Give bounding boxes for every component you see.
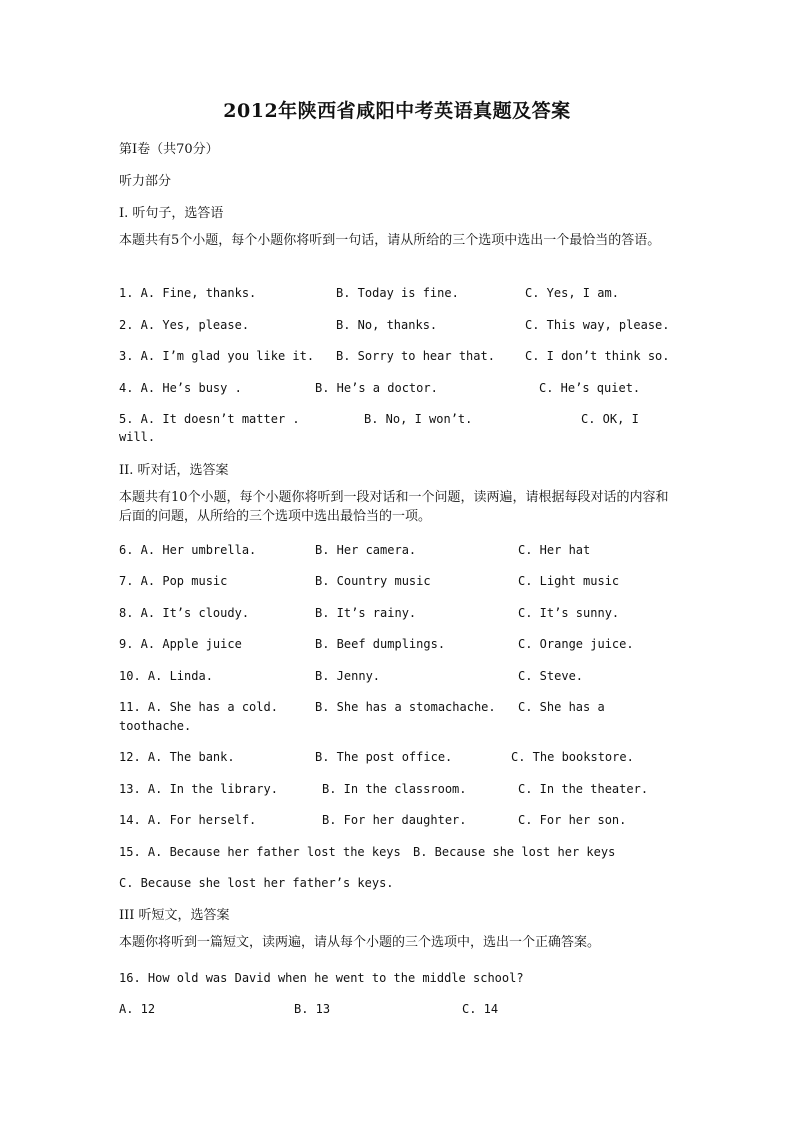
option-c: C. OK, I: [581, 412, 639, 426]
option-b: B. Country music: [315, 574, 431, 588]
option-b: B. In the classroom.: [322, 782, 467, 796]
section-3-instruction: 本题你将听到一篇短文，读两遍，请从每个小题的三个选项中，选出一个正确答案。: [119, 935, 601, 950]
option-a: 8. A. It’s cloudy.: [119, 606, 250, 620]
option-c: C. I don’t think so.: [525, 349, 670, 363]
option-c: C. For her son.: [518, 813, 627, 827]
option-b: B. Today is fine.: [336, 286, 459, 300]
option-a: 1. A. Fine, thanks.: [119, 286, 257, 300]
section-1-instruction: 本题共有5个小题，每个小题你将听到一句话，请从所给的三个选项中选出一个最恰当的答语。: [119, 233, 661, 248]
section-3-heading: III 听短文，选答案: [119, 908, 230, 923]
option-a: 9. A. Apple juice: [119, 637, 242, 651]
option-b: B. For her daughter.: [322, 813, 467, 827]
option-a: 12. A. The bank.: [119, 750, 235, 764]
option-c: C. Light music: [518, 574, 620, 588]
option-a: 11. A. She has a cold.: [119, 700, 278, 714]
option-c: C. This way, please.: [525, 318, 670, 332]
option-c: C. 14: [462, 1002, 499, 1016]
option-c: C. Her hat: [518, 543, 591, 557]
option-a: 3. A. I’m glad you like it.: [119, 349, 315, 363]
option-a: 5. A. It doesn’t matter .: [119, 412, 300, 426]
option-c: C. He’s quiet.: [539, 381, 641, 395]
volume-heading: 第I卷（共70分）: [119, 142, 219, 157]
option-b: B. The post office.: [315, 750, 453, 764]
option-c: C. She has a: [518, 700, 605, 714]
option-b: B. It’s rainy.: [315, 606, 417, 620]
option-b: B. No, I won’t.: [364, 412, 473, 426]
section-2-instruction: 本题共有10个小题，每个小题你将听到一段对话和一个问题，读两遍，请根据每段对话的内容和后面的问题，从所给的三个选项中选出最恰当的一项。: [119, 490, 669, 524]
document-title: 2012年陕西省咸阳中考英语真题及答案: [223, 100, 571, 122]
option-c: C. In the theater.: [518, 782, 649, 796]
option-b: B. Because she lost her keys: [413, 845, 616, 859]
question-5-continuation: will.: [119, 430, 156, 444]
option-a: 6. A. Her umbrella.: [119, 543, 257, 557]
option-b: B. Beef dumplings.: [315, 637, 446, 651]
option-b: B. Sorry to hear that.: [336, 349, 495, 363]
question-16-stem: 16. How old was David when he went to the middle school?: [119, 971, 524, 985]
option-b: B. Her camera.: [315, 543, 417, 557]
option-c: C. Steve.: [518, 669, 584, 683]
option-b: B. No, thanks.: [336, 318, 438, 332]
option-a: 13. A. In the library.: [119, 782, 278, 796]
question-15-option-c: C. Because she lost her father’s keys.: [119, 876, 394, 890]
option-b: B. He’s a doctor.: [315, 381, 438, 395]
part-heading: 听力部分: [119, 174, 172, 189]
section-1-heading: I. 听句子，选答语: [119, 206, 224, 221]
option-a: 4. A. He’s busy .: [119, 381, 242, 395]
question-11-continuation: toothache.: [119, 719, 192, 733]
option-c: C. The bookstore.: [511, 750, 634, 764]
option-a: 7. A. Pop music: [119, 574, 228, 588]
option-c: C. It’s sunny.: [518, 606, 620, 620]
option-c: C. Yes, I am.: [525, 286, 619, 300]
option-a: 10. A. Linda.: [119, 669, 213, 683]
option-a: A. 12: [119, 1002, 156, 1016]
option-c: C. Orange juice.: [518, 637, 634, 651]
option-b: B. She has a stomachache.: [315, 700, 496, 714]
section-2-heading: II. 听对话，选答案: [119, 463, 229, 478]
option-a: 14. A. For herself.: [119, 813, 257, 827]
option-a: 2. A. Yes, please.: [119, 318, 250, 332]
option-b: B. 13: [294, 1002, 331, 1016]
option-b: B. Jenny.: [315, 669, 381, 683]
option-a: 15. A. Because her father lost the keys: [119, 845, 401, 859]
